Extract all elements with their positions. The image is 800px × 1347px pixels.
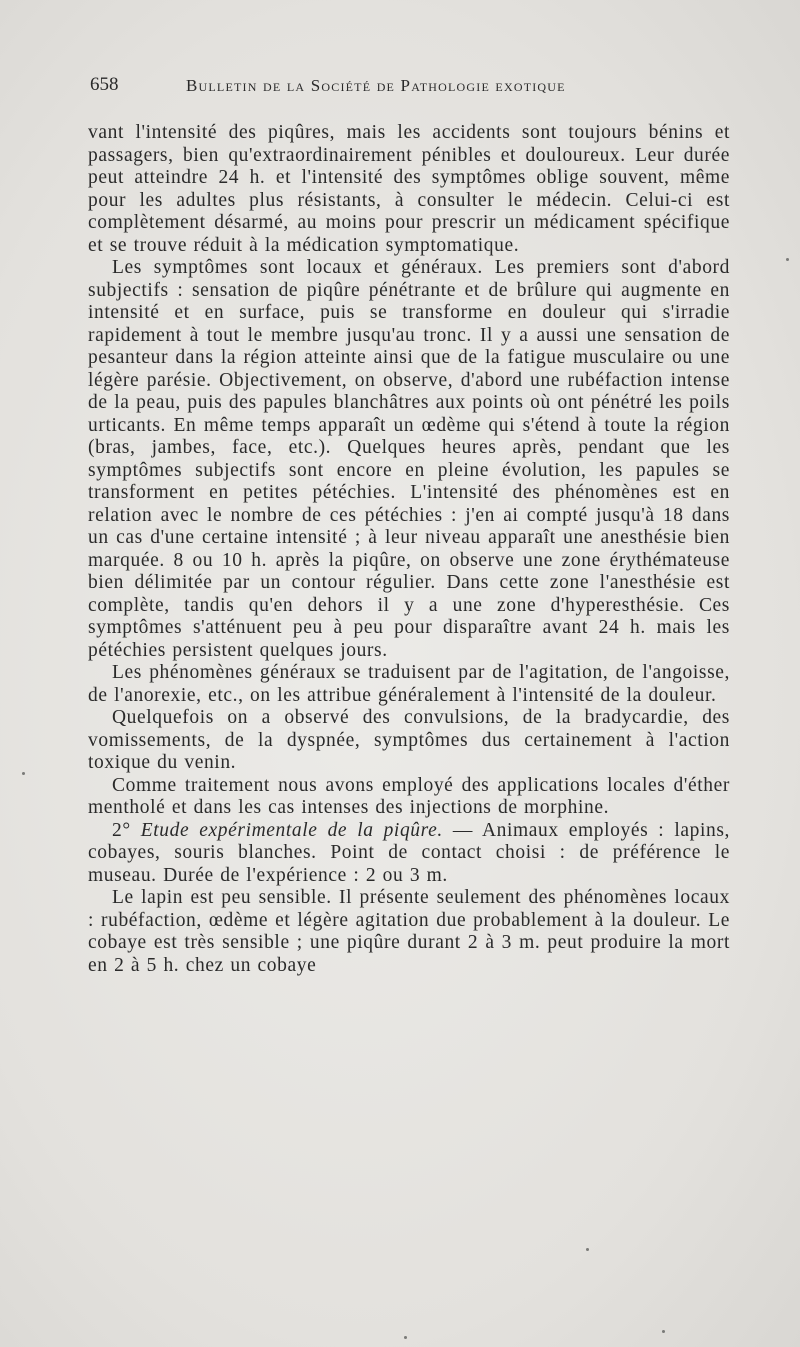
paragraph: Les symptômes sont locaux et généraux. Les premiers sont d'abord subjectifs : sensation de piqûre pénétrante et de brûlure qui augmente en intensité et en surface, puis se transforme en douleur qui s'irradie rapidement à tout le membre jusqu'au tronc. Il y a aussi une sensation de pesanteur dans la région atteinte ainsi que de la fatigue musculaire ou une légère parésie. Objectivement, on observe, d'abord une rubéfaction intense de la peau, puis des papules blanchâtres aux points où ont pénétré les poils urticants. En même temps apparaît un œdème qui s'étend à toute la région (bras, jambes, face, etc.). Quelques heures après, pendant que les symptômes subjectifs sont encore en pleine évolution, les papules se transforment en petites pétéchies. L'intensité des phénomènes est en relation avec le nombre de ces pétéchies : j'en ai compté jusqu'à 18 dans un cas d'une certaine intensité ; à leur niveau apparaît une anesthésie bien marquée. 8 ou 10 h. après la piqûre, on observe une zone érythémateuse bien délimitée par un contour régulier. Dans cette zone l'anesthésie est complète, tandis qu'en dehors il y a une zone d'hyperesthésie. Ces symptômes s'atténuent peu à peu pour disparaître avant 24 h. mais les pétéchies persistent quelques jours.	[88, 257, 730, 661]
section-number: 2°	[112, 819, 131, 841]
section-text: — Animaux employés : lapins, cobayes, souris blanches. Point de contact choisi : de préférence le museau. Durée de l'expérience : 2 ou 3 m.	[88, 819, 730, 886]
paper-speck	[662, 1330, 665, 1333]
running-title: Bulletin de la Société de Pathologie exotique	[186, 76, 566, 95]
paragraph: vant l'intensité des piqûres, mais les accidents sont toujours bénins et passagers, bien qu'extraordinairement pénibles et douloureux. Leur durée peut atteindre 24 h. et l'intensité des symptômes oblige souvent, même pour les adultes plus résistants, à consulter le médecin. Celui-ci est complètement désarmé, au moins pour prescrir un médicament spécifique et se trouve réduit à la médication symptomatique.	[88, 122, 730, 256]
section-title: Etude expérimentale de la piqûre.	[140, 819, 443, 841]
paragraph: Quelquefois on a observé des convulsions, de la bradycardie, des vomissements, de la dyspnée, symptômes dus certainement à l'action toxique du venin.	[88, 707, 730, 773]
section-paragraph	[88, 820, 730, 888]
article-body	[88, 122, 730, 977]
paper-speck	[786, 258, 789, 261]
page-number: 658	[90, 74, 119, 95]
paper-speck	[404, 1336, 407, 1339]
paragraph: Les phénomènes généraux se traduisent par de l'agitation, de l'angoisse, de l'anorexie, etc., on les attribue généralement à l'intensité de la douleur.	[88, 662, 730, 706]
paragraph: Le lapin est peu sensible. Il présente seulement des phénomènes locaux : rubéfaction, œdème et légère agitation due probablement à la douleur. Le cobaye est très sensible ; une piqûre durant 2 à 3 m. peut produire la mort en 2 à 5 h. chez un cobaye	[88, 887, 730, 976]
paper-speck	[586, 1248, 589, 1251]
page-header	[90, 74, 750, 102]
paper-speck	[22, 772, 25, 775]
paragraph: Comme traitement nous avons employé des applications locales d'éther mentholé et dans les cas intenses des injections de morphine.	[88, 774, 730, 818]
